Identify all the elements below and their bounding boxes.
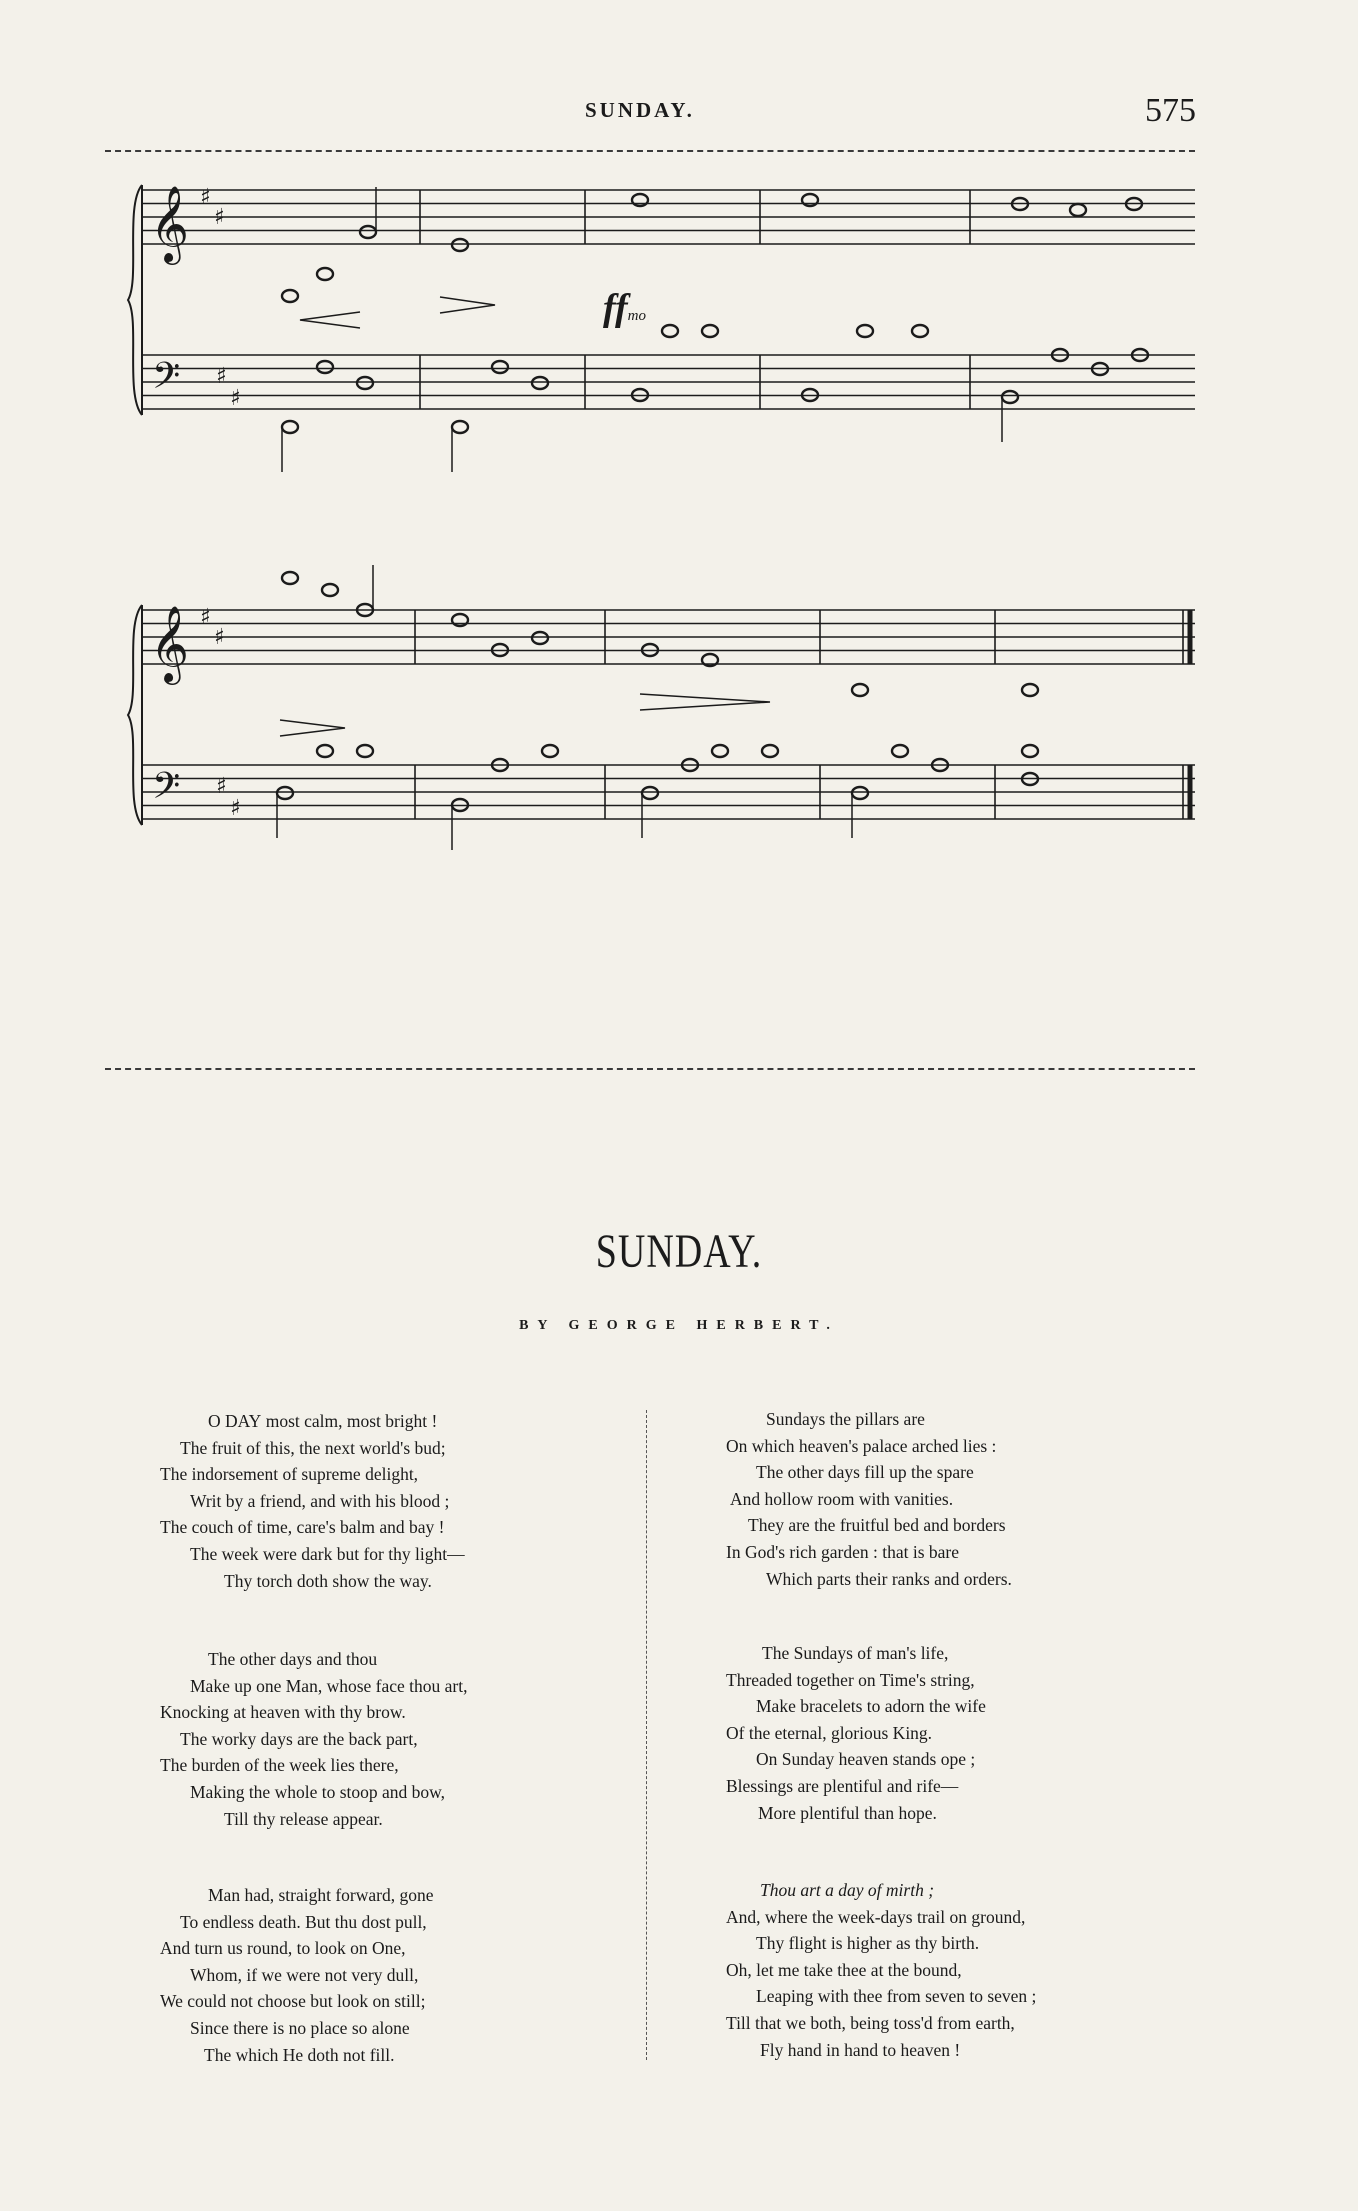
system-brace (128, 605, 142, 825)
note-head (492, 361, 508, 373)
poem-line: Knocking at heaven with thy brow. (160, 1702, 406, 1723)
stanza-right-3 (726, 1877, 1036, 2063)
poem-line: The other days and thou (208, 1649, 378, 1669)
dynamic-marking: ffmo (603, 287, 646, 329)
running-title: SUNDAY. (585, 98, 695, 122)
stanza-right-2 (726, 1640, 986, 1826)
note-head (357, 745, 373, 757)
poem-line: Sundays the pillars are (766, 1409, 925, 1429)
note-head (702, 325, 718, 337)
note-head (852, 787, 868, 799)
note-head (360, 226, 376, 238)
poem-line: Which parts their ranks and orders. (766, 1568, 1012, 1589)
poem-line: Thy flight is higher as thy birth. (756, 1933, 980, 1954)
poem-byline: BY GEORGE HERBERT. (519, 1318, 839, 1333)
poem-line: Make up one Man, whose face thou art, (190, 1675, 468, 1696)
poem-line: Threaded together on Time's string, (726, 1669, 975, 1690)
note-head (1070, 204, 1086, 216)
column-divider (646, 1410, 647, 2060)
poem-line: Till thy release appear. (224, 1808, 383, 1829)
score-svg (0, 0, 1358, 1000)
poem-line: Oh, let me take thee at the bound, (726, 1959, 962, 1980)
note-head (852, 684, 868, 696)
sharp-sign: ♯ (216, 774, 227, 799)
note-head (857, 325, 873, 337)
note-head (532, 632, 548, 644)
note-head (317, 745, 333, 757)
treble-clef: 𝄞 (150, 605, 190, 682)
note-head (1002, 391, 1018, 403)
stanza-left-2 (160, 1646, 467, 1832)
treble-clef: 𝄞 (150, 185, 190, 262)
poem-line: The burden of the week lies there, (160, 1755, 399, 1776)
note-head (282, 572, 298, 584)
bottom-divider-rule (105, 1068, 1195, 1070)
poem-line: To endless death. But thu dost pull, (180, 1911, 427, 1932)
poem-line: We could not choose but look on still; (160, 1991, 426, 2012)
poem-line: Since there is no place so alone (190, 2017, 410, 2038)
poem-line: Of the eternal, glorious King. (726, 1722, 933, 1743)
note-head (712, 745, 728, 757)
poem-line: Writ by a friend, and with his blood ; (190, 1490, 450, 1511)
poem-line: The couch of time, care's balm and bay ! (160, 1517, 445, 1538)
poem-line: Thy torch doth show the way. (224, 1570, 432, 1591)
note-head (542, 745, 558, 757)
poem-line: They are the fruitful bed and borders (748, 1515, 1006, 1536)
note-head (282, 290, 298, 302)
system-brace (128, 185, 142, 415)
note-head (452, 239, 468, 251)
note-head (317, 268, 333, 280)
poem-line: On which heaven's palace arched lies : (726, 1435, 997, 1456)
sharp-sign: ♯ (214, 205, 225, 230)
poem-line: Till that we both, being toss'd from earth, (726, 2012, 1015, 2033)
poem-line: Whom, if we were not very dull, (190, 1964, 419, 1985)
poem-line: In God's rich garden : that is bare (726, 1541, 960, 1562)
stanza-right-1 (726, 1406, 1012, 1592)
note-head (282, 421, 298, 433)
note-head (662, 325, 678, 337)
poem-line: And hollow room with vanities. (730, 1488, 954, 1509)
decrescendo-hairpin (280, 720, 345, 736)
note-head (277, 787, 293, 799)
sharp-sign: ♯ (216, 364, 227, 389)
crescendo-hairpin (300, 312, 360, 328)
bass-clef: 𝄢 (152, 765, 181, 816)
poem-line: O DAY most calm, most bright ! (208, 1411, 438, 1431)
bass-clef: 𝄢 (152, 355, 181, 406)
note-head (357, 377, 373, 389)
poem-line: And turn us round, to look on One, (160, 1938, 406, 1959)
poem-line: Fly hand in hand to heaven ! (760, 2039, 961, 2060)
note-head (322, 584, 338, 596)
decrescendo-hairpin (640, 694, 770, 710)
poem-line: The worky days are the back part, (180, 1728, 418, 1749)
sharp-sign: ♯ (214, 625, 225, 650)
poem-line: The indorsement of supreme delight, (160, 1464, 419, 1485)
sharp-sign: ♯ (200, 185, 211, 210)
sharp-sign: ♯ (230, 796, 241, 821)
poem-line: Thou art a day of mirth ; (760, 1880, 935, 1900)
sharp-sign: ♯ (230, 386, 241, 411)
poem-line: Leaping with thee from seven to seven ; (756, 1986, 1037, 2007)
note-head (892, 745, 908, 757)
poem-title: SUNDAY. (595, 1225, 763, 1279)
note-head (317, 361, 333, 373)
note-head (912, 325, 928, 337)
note-head (452, 421, 468, 433)
poem-line: On Sunday heaven stands ope ; (756, 1749, 976, 1770)
stanza-left-3 (160, 1882, 434, 2068)
sharp-sign: ♯ (200, 605, 211, 630)
poem-line: The other days fill up the spare (756, 1462, 974, 1483)
poem-line: The fruit of this, the next world's bud; (180, 1437, 446, 1458)
note-head (1022, 684, 1038, 696)
poem-line: Making the whole to stoop and bow, (190, 1781, 446, 1802)
poem-line: Blessings are plentiful and rife— (726, 1775, 959, 1796)
page-number: 575 (1145, 92, 1196, 129)
poem-line: The week were dark but for thy light— (190, 1543, 465, 1564)
poem-line: Make bracelets to adorn the wife (756, 1696, 986, 1717)
poem-line: The which He doth not fill. (204, 2044, 395, 2065)
decrescendo-hairpin (440, 297, 495, 313)
note-head (642, 787, 658, 799)
note-head (532, 377, 548, 389)
stanza-left-1 (160, 1408, 465, 1594)
poem-line: The Sundays of man's life, (762, 1643, 949, 1663)
note-head (762, 745, 778, 757)
note-head (1022, 745, 1038, 757)
poem-line: And, where the week-days trail on ground, (726, 1906, 1026, 1927)
poem-line: Man had, straight forward, gone (208, 1885, 434, 1905)
poem-line: More plentiful than hope. (758, 1802, 937, 1823)
music-score (0, 0, 1358, 1000)
